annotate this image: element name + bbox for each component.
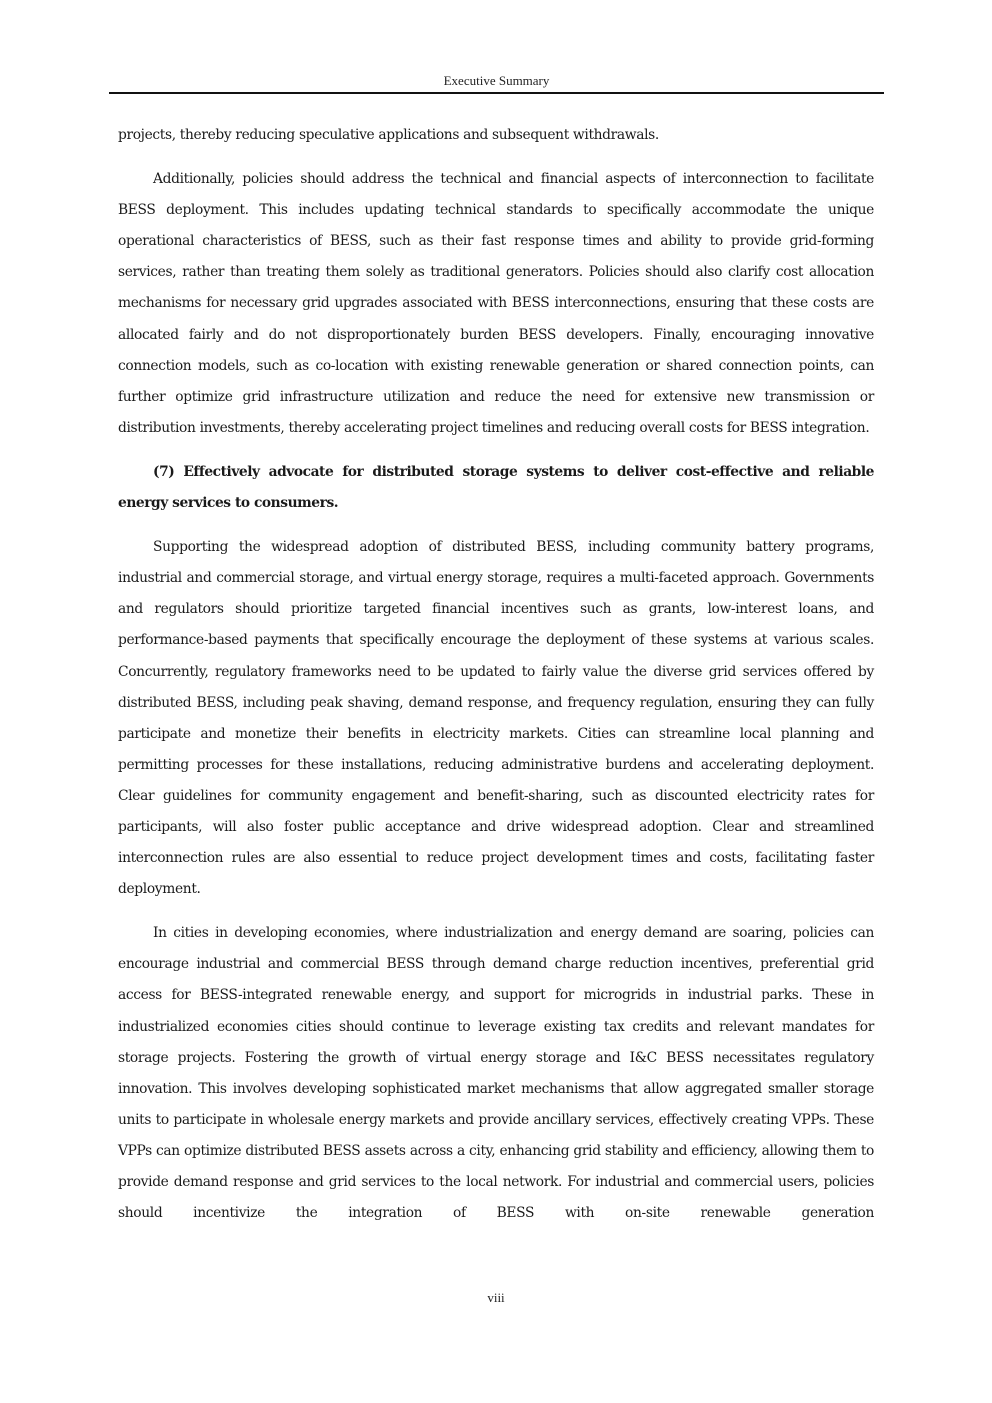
header-title: Executive Summary <box>443 73 550 88</box>
section-heading-7: (7) Effectively advocate for distributed storage systems to deliver cost-effective and reliable energy services to consumers. <box>118 463 874 512</box>
document-body <box>118 120 874 1242</box>
page-number: viii <box>487 1290 505 1305</box>
paragraph-distributed-bess: Supporting the widespread adoption of distributed BESS, including community battery programs, industrial and commercial storage, and virtual energy storage, requires a multi-faceted approach. Governments and regulators should prioritize targeted financial incentives such as grants, low-interest loans, and performance-based payments that specifically encourage the deployment of these systems at various scales. Concurrently, regulatory frameworks need to be updated to fairly value the diverse grid services offered by distributed BESS, including peak shaving, demand response, and frequency regulation, ensuring they can fully participate and monetize their benefits in electricity markets. Cities can streamline local planning and permitting processes for these installations, reducing administrative burdens and accelerating deployment. Clear guidelines for community engagement and benefit-sharing, such as discounted electricity rates for participants, will also foster public acceptance and drive widespread adoption. Clear and streamlined interconnection rules are also essential to reduce project development times and costs, facilitating faster deployment. <box>118 539 874 898</box>
page-header <box>109 72 884 94</box>
paragraph-interconnection: Additionally, policies should address the technical and financial aspects of interconnection to facilitate BESS deployment. This includes updating technical standards to specifically accommodate the unique operational characteristics of BESS, such as their fast response times and ability to provide grid-forming services, rather than treating them solely as traditional generators. Policies should also clarify cost allocation mechanisms for necessary grid upgrades associated with BESS interconnections, ensuring that these costs are allocated fairly and do not disproportionately burden BESS developers. Finally, encouraging innovative connection models, such as co-location with existing renewable generation or shared connection points, can further optimize grid infrastructure utilization and reduce the need for extensive new transmission or distribution investments, thereby accelerating project timelines and reducing overall costs for BESS integration. <box>118 171 874 436</box>
paragraph-continuation: projects, thereby reducing speculative applications and subsequent withdrawals. <box>118 127 659 143</box>
paragraph-developing-economies: In cities in developing economies, where industrialization and energy demand are soaring, policies can encourage industrial and commercial BESS through demand charge reduction incentives, preferential grid access for BESS-integrated renewable energy, and support for microgrids in industrial parks. These in industrialized economies cities should continue to leverage existing tax credits and relevant mandates for storage projects. Fostering the growth of virtual energy storage and I&C BESS necessitates regulatory innovation. This involves developing sophisticated market mechanisms that allow aggregated smaller storage units to participate in wholesale energy markets and provide ancillary services, effectively creating VPPs. These VPPs can optimize distributed BESS assets across a city, enhancing grid stability and efficiency, allowing them to provide demand response and grid services to the local network. For industrial and commercial users, policies should incentivize the integration of BESS with on-site renewable generation <box>118 925 874 1222</box>
